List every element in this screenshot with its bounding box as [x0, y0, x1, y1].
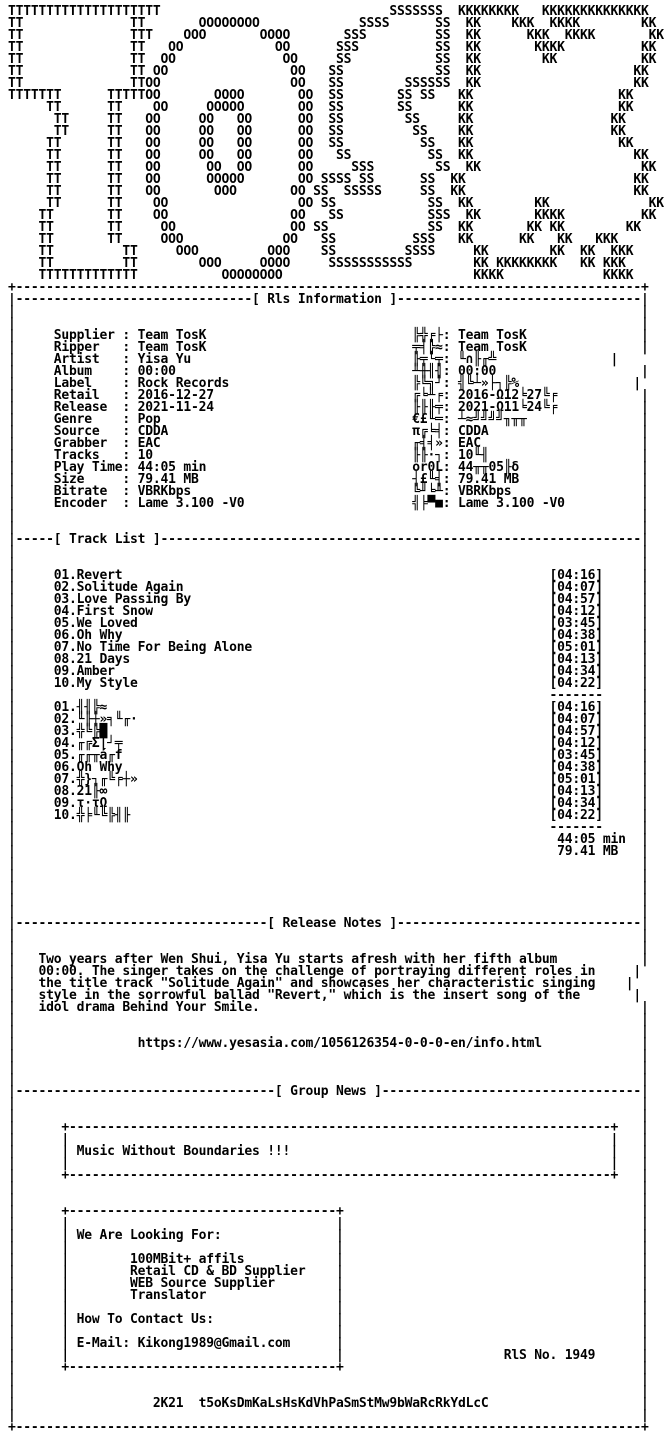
nfo-line: | Album : 00:00 ╨╫╢╢: 00:00 |: [8, 364, 649, 379]
nfo-line: TT TT OO OO OO OO SS SS KK KK: [8, 136, 634, 151]
section-header-line: |----------------------------------[ Group News ]----------------------------------|: [8, 1084, 649, 1099]
nfo-line: | |: [8, 856, 649, 871]
nfo-line: | |: [8, 1096, 649, 1111]
nfo-line: | 2K21 t5oKsDmKaLsHsKdVhPaSmStMw9bWaRcRkYdLcC |: [8, 1396, 649, 1411]
nfo-line: | |: [8, 556, 649, 571]
nfo-line: TT TT OO OO SS SS KK KK KK: [8, 52, 657, 67]
nfo-line: | Artist : Yisa Yu ╟╤└╤: ╙∩╟╓╩ |: [8, 352, 619, 367]
nfo-line: | Two years after Wen Shui, Yisa Yu starts afresh with her fifth album |: [8, 952, 649, 967]
track-line: | 07.╬}┐╓╚╒┼» [05:01] |: [8, 772, 649, 787]
nfo-line: | the title track "Solitude Again" and showcases her characteristic singing |: [8, 976, 634, 991]
nfo-line: | | We Are Looking For: | |: [8, 1228, 649, 1243]
section-header-line: |---------------------------------[ Release Notes ]--------------------------------|: [8, 916, 649, 931]
nfo-line: TT TT OO OO SS SS KK KK: [8, 64, 649, 79]
nfo-line: | |: [8, 892, 649, 907]
track-line: | 10.My Style [04:22] |: [8, 676, 649, 691]
nfo-line: | Size : 79.41 MB ┤£╙╡: 79.41 MB |: [8, 472, 649, 487]
track-line: | 09.τ·τΩ [04:34] |: [8, 796, 649, 811]
nfo-line: | |: [8, 928, 649, 943]
track-line: | 01.╢╢╠≈ [04:16] |: [8, 700, 649, 715]
nfo-line: | Source : CDDA π╔╘╡: CDDA |: [8, 424, 649, 439]
nfo-line: TTTTTTTTTTTTT OOOOOOOO KKKK KKKK: [8, 268, 634, 283]
nfo-line: TT TT OO OO SS SSS KK KKKK KK: [8, 208, 657, 223]
nfo-line: | | | |: [8, 1216, 649, 1231]
nfo-line: | |: [8, 904, 649, 919]
nfo-line: | +-----------------------------------+ |: [8, 1204, 649, 1219]
track-line: | 09.Amber [04:34] |: [8, 664, 649, 679]
nfo-line: | | Retail CD & BD Supplier | |: [8, 1264, 649, 1279]
track-line: | 08.21 Days [04:13] |: [8, 652, 649, 667]
nfo-line: | Supplier : Team TosK ╠╬╒├: Team TosK |: [8, 328, 649, 343]
nfo-line: | Play Time: 44:05 min or0L: 44╥╥05╟δ |: [8, 460, 649, 475]
track-line: | 02.Solitude Again [04:07] |: [8, 580, 649, 595]
track-line: | 05.╓╓╥á╓f [03:45] |: [8, 748, 649, 763]
nfo-line: | idol drama Behind Your Smile. |: [8, 1000, 649, 1015]
nfo-line: | | E-Mail: Kikong1989@Gmail.com | |: [8, 1336, 649, 1351]
nfo-line: TTTTTTT TTTTTOO OOOO OO SS SS SS KK KK: [8, 88, 634, 103]
nfo-line: | | Music Without Boundaries !!! | |: [8, 1144, 649, 1159]
nfo-line: | Grabber : EAC ╓╡╡»: EAC |: [8, 436, 649, 451]
nfo-line: | ------- |: [8, 688, 649, 703]
nfo-line: TT TT OO OOO OO SS SSSSS SS KK KK: [8, 184, 649, 199]
nfo-line: TTTTTTTTTTTTTTTTTTTT SSSSSSS KKKKKKKK KKKKKKKKKKKKKK: [8, 4, 649, 19]
nfo-line: | | Translator | |: [8, 1288, 649, 1303]
track-line: | 04.First Snow [04:12] |: [8, 604, 649, 619]
nfo-line: | |: [8, 1048, 649, 1063]
nfo-line: | Tracks : 10 ╟╟·┐: 10╙╢ |: [8, 448, 649, 463]
nfo-line: | Genre : Pop €£╙═: ┴≈╝╝╝╝╖╥╥ |: [8, 412, 649, 427]
nfo-line: | | | |: [8, 1240, 649, 1255]
nfo-line: | | | |: [8, 1300, 649, 1315]
track-line: | 01.Revert [04:16] |: [8, 568, 649, 583]
nfo-line: | |: [8, 1180, 649, 1195]
nfo-line: | |: [8, 1012, 649, 1027]
nfo-line: TT TTOO OO SS SSSSSS KK KK: [8, 76, 649, 91]
nfo-line: | |: [8, 520, 649, 535]
track-line: | 07.No Time For Being Alone [05:01] |: [8, 640, 649, 655]
track-line: | 02.╙╟┼»╕╙╓· [04:07] |: [8, 712, 649, 727]
nfo-line: | Encoder : Lame 3.100 -V0 ╣╞▀■: Lame 3.100 -V0 |: [8, 496, 649, 511]
track-line: | 03.╬╚╠█ [04:57] |: [8, 724, 649, 739]
nfo-line: | | | |: [8, 1132, 649, 1147]
nfo-line: TT TT OO OO OO OO SSS SS KK KK: [8, 160, 657, 175]
nfo-line: | | WEB Source Supplier | |: [8, 1276, 649, 1291]
nfo-line: | | | |: [8, 1324, 649, 1339]
nfo-line: TT TT OO OO OO OO SS SS KK KK: [8, 124, 626, 139]
nfo-line: TT TT OO OO SSS SS KK KKKK KK: [8, 40, 657, 55]
nfo-line: +----------------------------------------------------------------------------------+: [8, 1420, 649, 1435]
section-header-line: |-------------------------------[ Rls Information ]--------------------------------|: [8, 292, 649, 307]
nfo-line: TT TT OO OO SS SS KK KK KK: [8, 196, 664, 211]
track-line: | 06.Oh Why [04:38] |: [8, 628, 649, 643]
track-line: | 03.Love Passing By [04:57] |: [8, 592, 649, 607]
nfo-line: | |: [8, 940, 649, 955]
nfo-line: | |: [8, 1384, 649, 1399]
nfo-line: | | | RlS No. 1949 |: [8, 1348, 649, 1363]
nfo-line: TT TT OOO OO SS SSS KK KK KK KKK: [8, 232, 619, 247]
nfo-line: | |: [8, 544, 649, 559]
nfo-line: TT TT OO OOOOO OO SS SS KK KK: [8, 100, 634, 115]
nfo-line: | style in the sorrowful ballad "Revert," which is the insert song of the |: [8, 988, 642, 1003]
nfo-line: | Retail : 2016-12-27 ╔╘╨╒: 2016-Ω12╘27╚╒ |: [8, 388, 649, 403]
release-url-line[interactable]: | https://www.yesasia.com/1056126354-0-0-0-en/info.html |: [8, 1036, 649, 1051]
track-line: | 10.╬╞╙╚╠╢╟ [04:22] |: [8, 808, 649, 823]
nfo-line: TT TT OO OOOOO OO SSSS SS SS KK KK: [8, 172, 649, 187]
nfo-line: | Label : Rock Records ╠╚╗┘: ╣╚┴»├┐╠% |: [8, 376, 642, 391]
nfo-line: TT TT OOO OOO SS SSSS KK KK KK KKK: [8, 244, 634, 259]
nfo-line: | |: [8, 1408, 649, 1423]
nfo-line: | 44:05 min |: [8, 832, 649, 847]
nfo-line: | Bitrate : VBRKbps ╚╜╘╨: VBRKbps |: [8, 484, 649, 499]
nfo-line: | |: [8, 1024, 649, 1039]
nfo-line: | ------- |: [8, 820, 649, 835]
nfo-line: | |: [8, 868, 649, 883]
nfo-line: TT TT OO OO OO OO SS SS KK KK: [8, 112, 626, 127]
nfo-line: | |: [8, 1108, 649, 1123]
nfo-line: | |: [8, 1072, 649, 1087]
track-line: | 05.We Loved [03:45] |: [8, 616, 649, 631]
nfo-line: | Release : 2021-11-24 ╟╟╟╤: 2021-Ω11╘24╚╒ |: [8, 400, 649, 415]
nfo-line: +----------------------------------------------------------------------------------+: [8, 280, 649, 295]
track-line: | 08.21╟∞ [04:13] |: [8, 784, 649, 799]
nfo-line: | |: [8, 880, 649, 895]
track-line: | 04.╓╔Σ|┘╤ [04:12] |: [8, 736, 649, 751]
nfo-line: | | 100MBit+ affils | |: [8, 1252, 649, 1267]
nfo-line: | +-----------------------------------+ |: [8, 1360, 649, 1375]
nfo-line: | |: [8, 508, 649, 523]
nfo-line: TT TT OO OO SS SS KK KK KK KK: [8, 220, 642, 235]
nfo-line: TT TT OO OO OO OO SS SS KK KK: [8, 148, 649, 163]
nfo-line: | | | |: [8, 1156, 649, 1171]
nfo-line: | +-----------------------------------------------------------------------+ |: [8, 1168, 649, 1183]
nfo-line: TT TTT OOO OOOO SSS SS KK KKK KKKK KK: [8, 28, 664, 43]
nfo-line: | Ripper : Team TosK ╤╡╠≈: Team TosK |: [8, 340, 649, 355]
nfo-line: | |: [8, 316, 649, 331]
nfo-line: | | How To Contact Us: | |: [8, 1312, 649, 1327]
nfo-line: | 00:00. The singer takes on the challenge of portraying different roles in |: [8, 964, 642, 979]
nfo-line: | |: [8, 1192, 649, 1207]
nfo-line: TT TT OOOOOOOO SSSS SS KK KKK KKKK KK: [8, 16, 657, 31]
nfo-line: | |: [8, 1060, 649, 1075]
section-header-line: |-----[ Track List ]---------------------------------------------------------------|: [8, 532, 649, 547]
nfo-line: | |: [8, 1372, 649, 1387]
track-line: | 06.Oh Why [04:38] |: [8, 760, 649, 775]
nfo-line: | +-----------------------------------------------------------------------+ |: [8, 1120, 649, 1135]
nfo-line: | |: [8, 304, 649, 319]
nfo-line: TT TT OOO OOOO SSSSSSSSSSS KK KKKKKKKK KK KKK: [8, 256, 626, 271]
track-line: | 79.41 MB |: [8, 844, 649, 859]
